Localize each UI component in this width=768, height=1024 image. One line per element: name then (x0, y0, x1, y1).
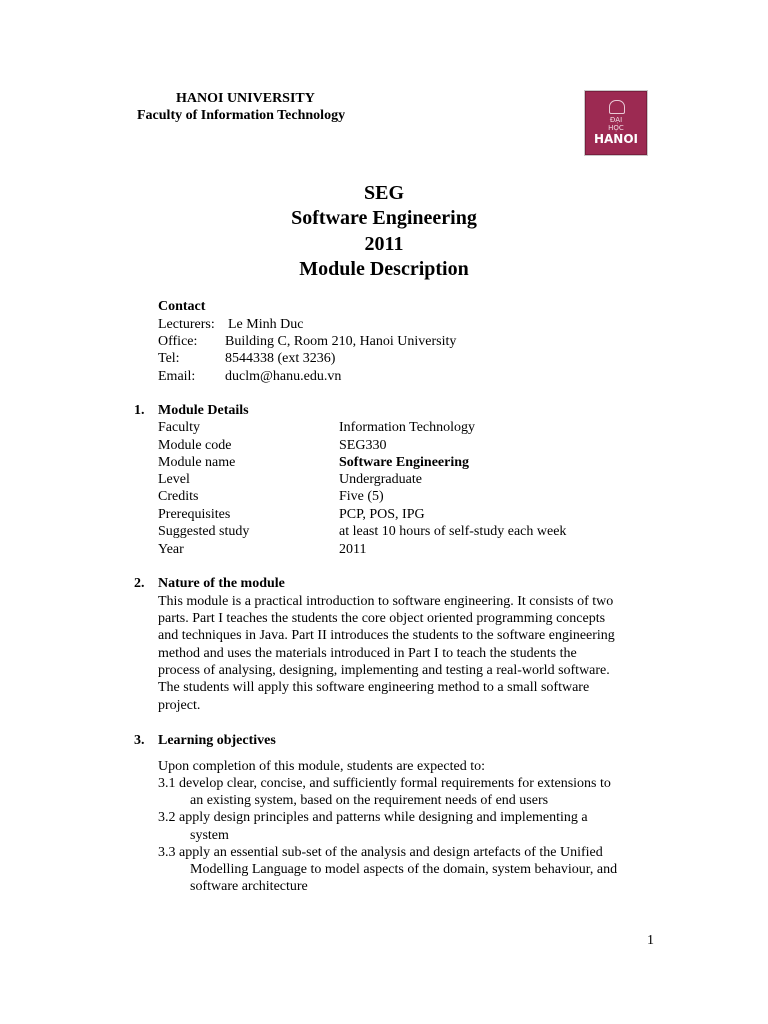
detail-key: Prerequisites (158, 507, 231, 522)
detail-value: Undergraduate (339, 472, 422, 487)
paragraph-line: The students will apply this software engineering method to a small software (158, 680, 590, 695)
lecturers-value: Le Minh Duc (228, 317, 304, 332)
university-name: HANOI UNIVERSITY (176, 91, 315, 106)
detail-key: Credits (158, 489, 199, 504)
office-value: Building C, Room 210, Hanoi University (225, 334, 457, 349)
section2-heading: Nature of the module (158, 576, 285, 591)
objective-item-continuation: software architecture (190, 879, 308, 894)
detail-key: Faculty (158, 420, 200, 435)
objective-item-continuation: system (190, 828, 229, 843)
office-label: Office: (158, 334, 198, 349)
section3-heading: Learning objectives (158, 733, 276, 748)
email-label: Email: (158, 369, 196, 384)
logo-text-line1: ĐẠI (609, 116, 623, 124)
detail-key: Level (158, 472, 190, 487)
section3-number: 3. (134, 733, 145, 748)
detail-value: Five (5) (339, 489, 384, 504)
email-value: duclm@hanu.edu.vn (225, 369, 342, 384)
objective-item: 3.1 develop clear, concise, and sufficiently formal requirements for extensions to (158, 776, 611, 791)
logo-text-line3: HANOI (593, 132, 639, 146)
module-year-title: 2011 (364, 233, 404, 255)
section1-number: 1. (134, 403, 145, 418)
section2-number: 2. (134, 576, 145, 591)
lecturers-label: Lecturers: (158, 317, 215, 332)
page-number: 1 (647, 933, 654, 948)
detail-value: Information Technology (339, 420, 476, 435)
objectives-intro: Upon completion of this module, students are expected to: (158, 759, 485, 774)
objective-item: 3.3 apply an essential sub-set of the analysis and design artefacts of the Unified (158, 845, 603, 860)
detail-key: Year (158, 542, 184, 557)
module-name-title: Software Engineering (291, 207, 477, 229)
detail-value: PCP, POS, IPG (339, 507, 425, 522)
paragraph-line: parts. Part I teaches the students the core object oriented programming concepts (158, 611, 606, 626)
faculty-name: Faculty of Information Technology (137, 108, 346, 123)
tel-label: Tel: (158, 351, 180, 366)
section1-heading: Module Details (158, 403, 249, 418)
detail-value: 2011 (339, 542, 367, 557)
paragraph-line: project. (158, 698, 201, 713)
detail-value: at least 10 hours of self-study each week (339, 524, 567, 539)
tel-value: 8544338 (ext 3236) (225, 351, 336, 366)
contact-heading: Contact (158, 299, 206, 314)
objective-item: 3.2 apply design principles and patterns while designing and implementing a (158, 810, 588, 825)
detail-key: Module code (158, 438, 232, 453)
paragraph-line: process of analysing, designing, implementing and testing a real-world software. (158, 663, 610, 678)
detail-value: Software Engineering (339, 455, 470, 470)
detail-key: Suggested study (158, 524, 250, 539)
objective-item-continuation: Modelling Language to model aspects of the domain, system behaviour, and (190, 862, 618, 877)
university-logo (585, 91, 647, 155)
paragraph-line: method and uses the materials introduced in Part I to teach the students the (158, 646, 577, 661)
emblem-icon (609, 100, 625, 114)
detail-value: SEG330 (339, 438, 387, 453)
logo-text-line2: HỌC (608, 124, 624, 132)
module-code-title: SEG (363, 182, 405, 204)
document-title: Module Description (299, 258, 469, 280)
objective-item-continuation: an existing system, based on the requirement needs of end users (190, 793, 549, 808)
detail-key: Module name (158, 455, 236, 470)
paragraph-line: This module is a practical introduction to software engineering. It consists of two (158, 594, 614, 609)
paragraph-line: and techniques in Java. Part II introduces the students to the software engineering (158, 628, 615, 643)
